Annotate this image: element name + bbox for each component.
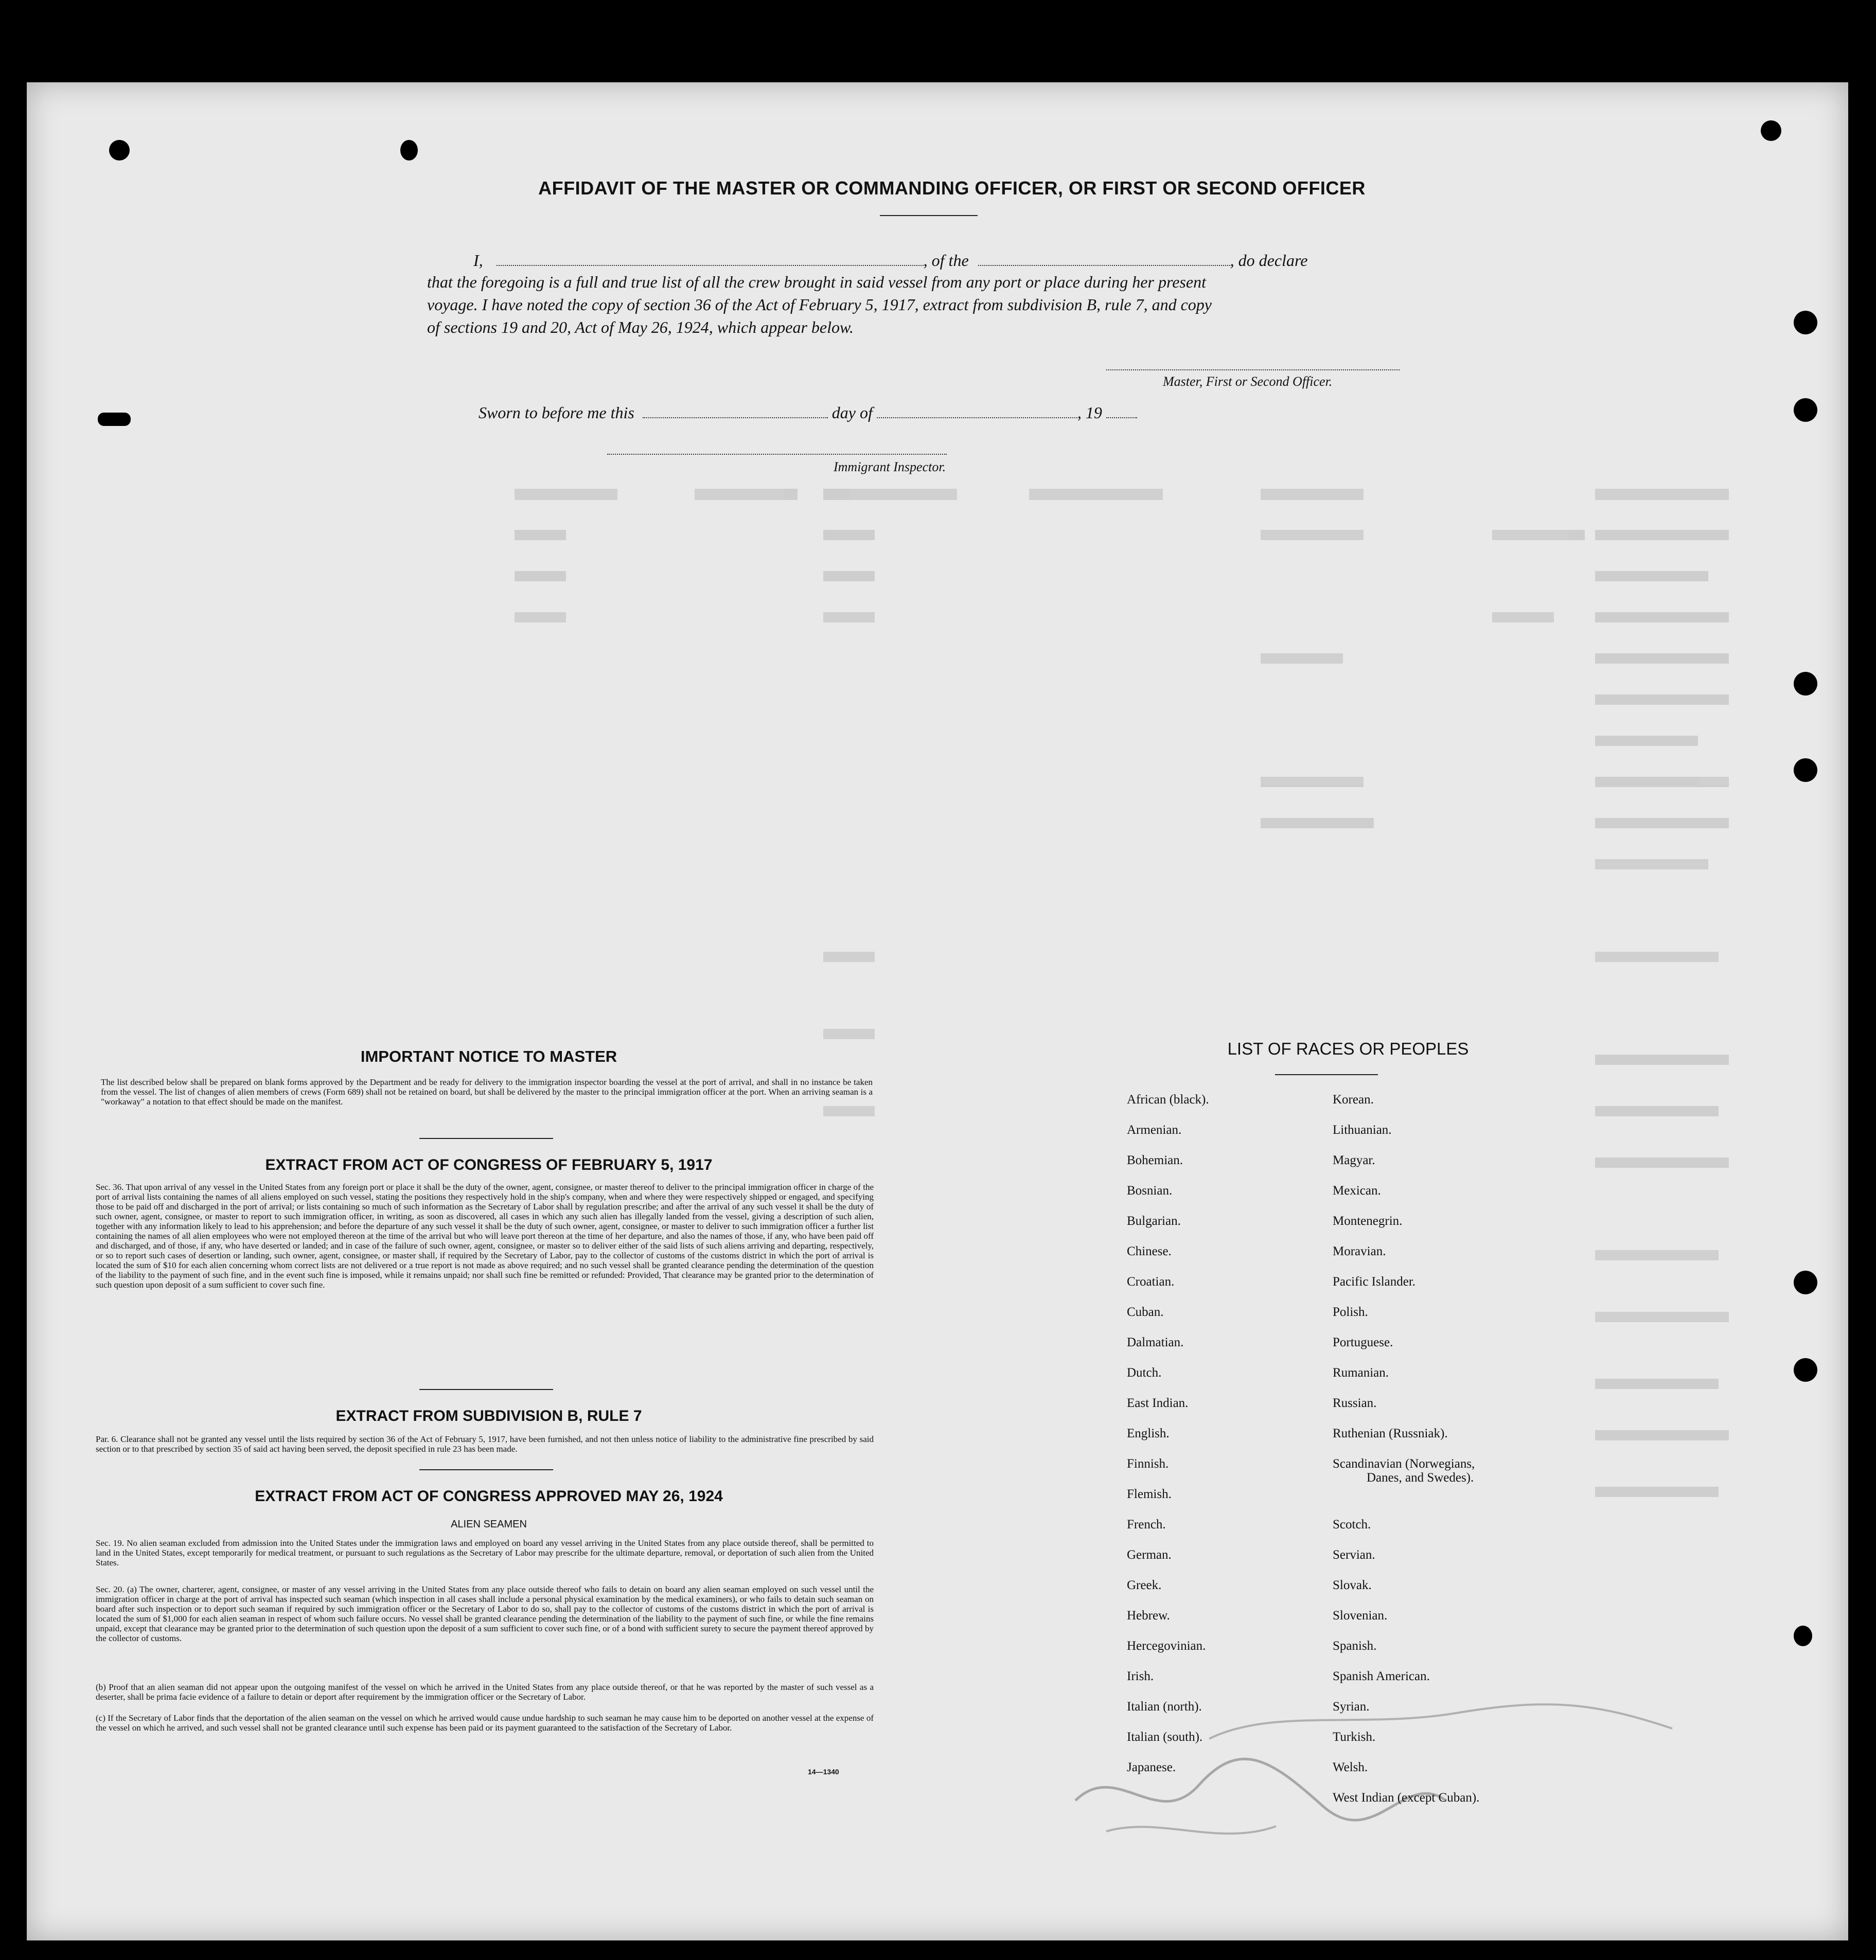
race-item: Spanish American. <box>1333 1669 1430 1683</box>
name-field[interactable] <box>497 265 924 266</box>
binder-hole <box>1794 398 1817 422</box>
race-item: Moravian. <box>1333 1244 1386 1258</box>
race-item: Dalmatian. <box>1127 1335 1184 1349</box>
race-item: Finnish. <box>1127 1457 1169 1471</box>
binder-hole <box>1794 758 1817 782</box>
sec-20c-body: (c) If the Secretary of Labor finds that the deportation of the alien seaman on the vessel on which he arrived would cause undue hardship to such seaman he may cause him to be deported on another vessel at the expense of the vessel on which he arrived, and such vessel shall not be granted clearance until such expense has been paid or its payment guaranteed to the satisfaction of the Secretary of Labor. <box>96 1713 874 1733</box>
title-underline <box>880 215 978 216</box>
race-item: Spanish. <box>1333 1639 1377 1653</box>
inspector-label: Immigrant Inspector. <box>834 459 946 474</box>
race-item: Italian (north). <box>1127 1700 1202 1714</box>
race-item: Chinese. <box>1127 1244 1172 1258</box>
race-item: Slovak. <box>1333 1578 1372 1592</box>
subdivision-b-body: Par. 6. Clearance shall not be granted any vessel until the lists required by section 36 of the Act of February 5, 1917, have been furnished, and not then unless notice of liability to the administrative fine prescribed by said section or to that prescribed by section 35 of said act having been served, the deposit specified in rule 23 has been made. <box>96 1434 874 1454</box>
race-item: Slovenian. <box>1333 1609 1388 1623</box>
race-item: Welsh. <box>1333 1760 1368 1774</box>
race-item: Polish. <box>1333 1305 1368 1319</box>
race-item: French. <box>1127 1518 1166 1531</box>
race-item: Magyar. <box>1333 1153 1375 1167</box>
race-item: Korean. <box>1333 1093 1374 1107</box>
subdivision-b-title: EXTRACT FROM SUBDIVISION B, RULE 7 <box>335 1407 642 1424</box>
handwriting-bleed <box>1055 1698 1724 1852</box>
binder-hole <box>1794 311 1817 334</box>
race-item: Montenegrin. <box>1333 1214 1403 1228</box>
race-item: Russian. <box>1333 1396 1377 1410</box>
extract-1917-title: EXTRACT FROM ACT OF CONGRESS OF FEBRUARY 5, 1917 <box>265 1156 713 1173</box>
race-item: Irish. <box>1127 1669 1154 1683</box>
vessel-field[interactable] <box>978 265 1230 266</box>
binder-hole <box>98 413 131 426</box>
notice-title: IMPORTANT NOTICE TO MASTER <box>360 1047 617 1065</box>
binder-hole <box>1794 1358 1817 1382</box>
race-item: Syrian. <box>1333 1700 1370 1714</box>
race-item: Hebrew. <box>1127 1609 1170 1623</box>
race-item: Flemish. <box>1127 1487 1172 1501</box>
race-item: Bosnian. <box>1127 1184 1173 1198</box>
race-item: African (black). <box>1127 1093 1209 1107</box>
sworn-label: Sworn to before me this <box>479 403 634 422</box>
alien-seamen-subtitle: ALIEN SEAMEN <box>451 1519 527 1530</box>
binder-hole <box>1761 120 1781 141</box>
sworn-month-field[interactable] <box>877 417 1077 418</box>
race-item: Danes, and Swedes). <box>1367 1471 1474 1485</box>
race-item: Pacific Islander. <box>1333 1275 1416 1289</box>
races-title: LIST OF RACES OR PEOPLES <box>1227 1039 1469 1058</box>
sworn-day-field[interactable] <box>643 417 828 418</box>
race-item: Scotch. <box>1333 1518 1371 1531</box>
sworn-line <box>479 399 1456 426</box>
race-item: Hercegovinian. <box>1127 1639 1206 1653</box>
extract-1917-body: Sec. 36. That upon arrival of any vessel in the United States from any foreign port or place it shall be the duty of the owner, agent, consignee, or master thereof to deliver to the principal immigration officer in charge of the port of arrival lists containing the names of all aliens employed on such vessel, stating the positions they respectively hold in the ship's company, when and where they were respectively shipped or engaged, and specifying those to be paid off and discharged in the port of arrival; or lists containing so much of such information as the Secretary of Labor shall by regulation prescribe; and after the arrival of any such vessel it shall be the duty of such owner, agent, consignee, or master to report to such immigration officer, in writing, as soon as discovered, all cases in which any such alien has illegally landed from the vessel, giving a description of such alien, together with any information likely to lead to his apprehension; and before the departure of any such vessel it shall be the duty of such owner, agent, consignee, or master to deliver to such immigration officer a further list containing the names of all alien employees who were not employed thereon at the time of the arrival but who will leave port thereon at the time of her departure, and also the names of those, if any, who have been paid off and discharged, and of those, if any, who have deserted or landed; and in case of the failure of such owner, agent, consignee, or master so to deliver either of the said lists of such aliens arriving and departing, respectively, or so to report such cases of desertion or landing, such owner, agent, consignee, or master shall, if required by the Secretary of Labor, pay to the collector of customs of the customs district in which the port of arrival is located the sum of $10 for each alien concerning whom correct lists are not delivered or a true report is not made as above required; and no such vessel shall be granted clearance pending the determination of the question of the liability to the payment of such fine, and in the event such fine is imposed, while it remains unpaid; nor shall such fine be remitted or refunded: Provided, That clearance may be granted prior to the determination of such question upon deposit of a sum sufficient to cover such fine. <box>96 1182 874 1290</box>
race-item: English. <box>1127 1427 1170 1440</box>
race-item: Mexican. <box>1333 1184 1381 1198</box>
affidavit-line-3: voyage. I have noted the copy of section 36 of the Act of February 5, 1917, extract from subdivision B, rule 7, and copy <box>427 295 1212 314</box>
sec-20b-body: (b) Proof that an alien seaman did not appear upon the outgoing manifest of the vessel on which he arrived in the United States from any place outside thereof, or that he was reported by the master of such vessel as a deserter, shall be prima facie evidence of a failure to detain or deport after requirement by the immigration officer or the Secretary of Labor. <box>96 1682 874 1702</box>
binder-hole <box>109 140 130 161</box>
sworn-year-field[interactable] <box>1106 417 1137 418</box>
binder-hole <box>1794 1271 1817 1294</box>
affidavit-line-2: that the foregoing is a full and true list of all the crew brought in said vessel from any port or place during her present <box>427 273 1206 291</box>
form-number: 14—1340 <box>808 1768 839 1776</box>
day-of-label: day of <box>831 403 873 422</box>
i-label: I, <box>473 251 483 270</box>
race-item: West Indian (except Cuban). <box>1333 1791 1480 1805</box>
inspector-signature-line[interactable] <box>607 454 947 455</box>
race-item: Japanese. <box>1127 1760 1176 1774</box>
of-the-label: , of the <box>923 251 969 270</box>
race-item: Rumanian. <box>1333 1366 1389 1380</box>
race-item: Armenian. <box>1127 1123 1182 1137</box>
race-item: Bulgarian. <box>1127 1214 1181 1228</box>
divider <box>419 1138 553 1139</box>
race-item: Croatian. <box>1127 1275 1175 1289</box>
year-label: , 19 <box>1077 403 1102 422</box>
binder-hole <box>400 140 418 161</box>
race-item: Scandinavian (Norwegians, <box>1333 1457 1475 1471</box>
divider <box>419 1469 553 1470</box>
divider <box>1275 1074 1378 1075</box>
race-item: Bohemian. <box>1127 1153 1183 1167</box>
affidavit-title: AFFIDAVIT OF THE MASTER OR COMMANDING OFFICER, OR FIRST OR SECOND OFFICER <box>538 177 1366 199</box>
master-label: Master, First or Second Officer. <box>1163 374 1333 389</box>
race-item: Turkish. <box>1333 1730 1376 1744</box>
race-item: Lithuanian. <box>1333 1123 1392 1137</box>
do-declare-label: , do declare <box>1230 251 1308 270</box>
race-item: Servian. <box>1333 1548 1375 1562</box>
race-item: Italian (south). <box>1127 1730 1203 1744</box>
race-item: German. <box>1127 1548 1172 1562</box>
sec-20a-body: Sec. 20. (a) The owner, charterer, agent, consignee, or master of any vessel arriving in the United States from any place outside thereof who fails to detain on board any alien seaman employed on such vessel until the immigration officer in charge at the port of arrival has inspected such seaman (which inspection in all cases shall include a personal physical examination by the medical examiners), or who fails to detain such seaman on board after such inspection or to deport such seaman if required by such immigration officer or the Secretary of Labor to do so, shall pay to the collector of customs of the customs district in which the port of arrival is located the sum of $1,000 for each alien seaman in respect of whom such failure occurs. No vessel shall be granted clearance pending the determination of the liability to the payment of such fine, or while the fine remains unpaid, except that clearance may be granted prior to the determination of such question upon the deposit of a sum sufficient to cover such fine, or of a bond with sufficient surety to secure the payment thereof approved by the collector of customs. <box>96 1584 874 1643</box>
divider <box>419 1389 553 1390</box>
extract-1924-title: EXTRACT FROM ACT OF CONGRESS APPROVED MAY 26, 1924 <box>255 1488 723 1505</box>
race-item: Ruthenian (Russniak). <box>1333 1427 1448 1440</box>
sec-19-body: Sec. 19. No alien seaman excluded from admission into the United States under the immigration laws and employed on board any vessel arriving in the United States from any place outside thereof, shall be permitted to land in the United States, except temporarily for medical treatment, or pursuant to such regulations as the Secretary of Labor may prescribe for the ultimate departure, removal, or deportation of such alien from the United States. <box>96 1538 874 1567</box>
affidavit-line-4: of sections 19 and 20, Act of May 26, 1924, which appear below. <box>427 318 854 336</box>
notice-body: The list described below shall be prepared on blank forms approved by the Department and be ready for delivery to the immigration inspector boarding the vessel at the port of arrival, and shall in no instance be taken from the vessel. The list of changes of alien members of crews (Form 689) shall not be retained on board, but shall be delivered by the master to the principal immigration officer at the port. When an arriving seaman is a "workaway" a notation to that effect should be made on the manifest. <box>101 1077 873 1107</box>
race-item: Cuban. <box>1127 1305 1164 1319</box>
race-item: East Indian. <box>1127 1396 1189 1410</box>
race-item: Portuguese. <box>1333 1335 1393 1349</box>
race-item: Dutch. <box>1127 1366 1162 1380</box>
master-signature-line[interactable] <box>1106 369 1400 370</box>
race-item: Greek. <box>1127 1578 1162 1592</box>
binder-hole <box>1794 1626 1812 1646</box>
binder-hole <box>1794 672 1817 696</box>
